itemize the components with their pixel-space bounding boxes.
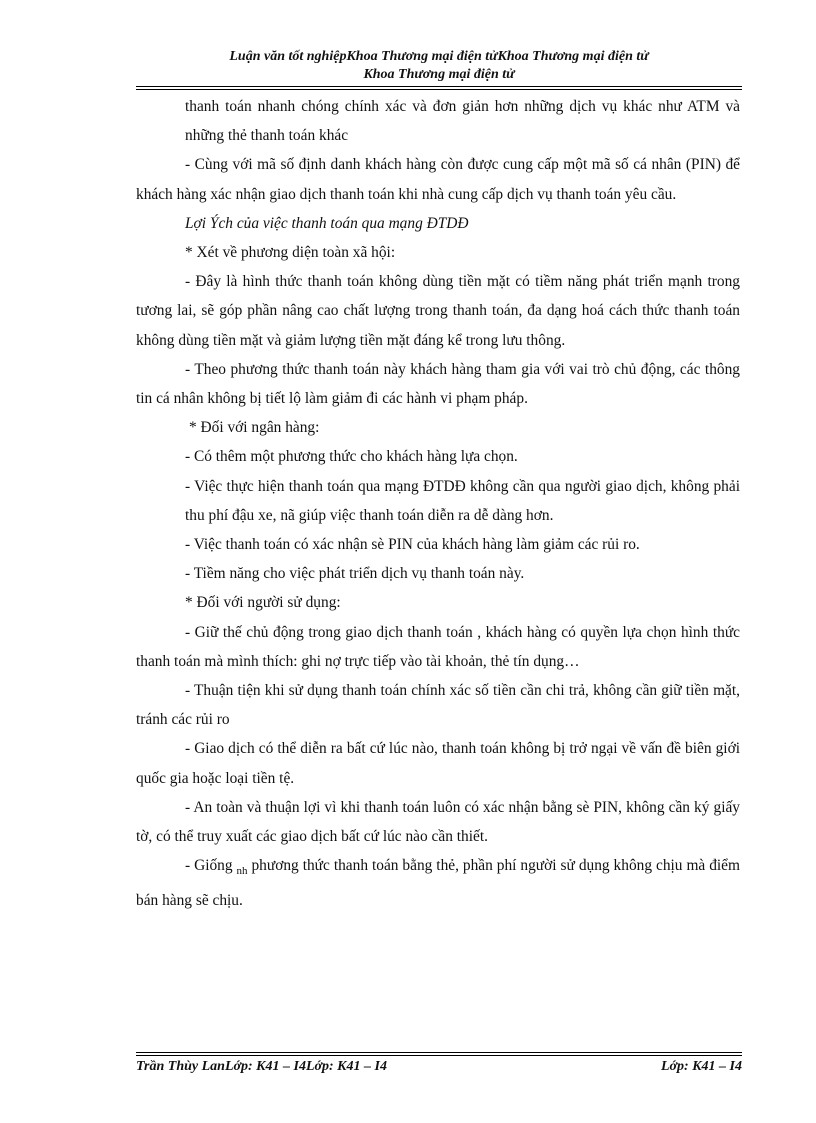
header-line-2: Khoa Thương mại điện tử (363, 67, 515, 82)
paragraph: - Việc thanh toán có xác nhận sè PIN của khách hàng làm giảm các rủi ro. (185, 536, 640, 554)
section-heading: Lợi Ých của việc thanh toán qua mạng ĐTDĐ (185, 214, 469, 232)
paragraph: thanh toán nhanh chóng chính xác và đơn giản hơn những dịch vụ khác như ATM và những thẻ thanh toán khác (185, 98, 740, 145)
footer-right: Lớp: K41 – I4 (660, 1059, 742, 1074)
paragraph: * Đối với người sử dụng: (185, 594, 341, 612)
paragraph: - Theo phương thức thanh toán này khách hàng tham gia với vai trò chủ động, các thông tin cá nhân không bị tiết lộ làm giảm đi các hành vi phạm pháp. (136, 360, 740, 408)
paragraph-rest: phương thức thanh toán bằng thẻ, phần phí người sử dụng không chịu mà điểm bán hàng sẽ chịu. (136, 857, 740, 910)
paragraph-start: - Giống (185, 857, 237, 875)
page-footer (136, 1058, 742, 1076)
footer-rule (136, 1052, 742, 1056)
body-text (136, 92, 740, 916)
footer-left: Trần Thùy LanLớp: K41 – I4Lớp: K41 – I4 (136, 1059, 387, 1074)
paragraph: - Có thêm một phương thức cho khách hàng lựa chọn. (185, 448, 518, 466)
paragraph: - Thuận tiện khi sử dụng thanh toán chính xác số tiền cần chi trả, không cần giữ tiền mặt, tránh các rủi ro (136, 682, 740, 729)
header-rule (136, 86, 742, 90)
paragraph: - Giữ thế chủ động trong giao dịch thanh toán , khách hàng có quyền lựa chọn hình thức thanh toán mà mình thích: ghi nợ trực tiếp vào tài khoản, thẻ tín dụng… (136, 623, 740, 670)
page-header (136, 48, 742, 84)
paragraph: * Đối với ngân hàng: (189, 419, 320, 437)
paragraph: * Xét về phương diện toàn xã hội: (185, 244, 396, 262)
paragraph: - Cùng với mã số định danh khách hàng còn được cung cấp một mã số cá nhân (PIN) để khách hàng xác nhận giao dịch thanh toán khi nhà cung cấp dịch vụ thanh toán yêu cầu. (136, 156, 740, 203)
subscript-text: nh (236, 865, 248, 878)
paragraph: - Đây là hình thức thanh toán không dùng tiền mặt có tiềm năng phát triển mạnh trong tương lai, sẽ góp phần nâng cao chất lượng trong thanh toán, đa dạng hoá cách thức thanh toán không dùng tiền mặt và giảm lượng tiền mặt đáng kể trong lưu thông. (136, 273, 740, 349)
paragraph: - Việc thực hiện thanh toán qua mạng ĐTDĐ không cần qua người giao dịch, không phải thu phí đậu xe, nã giúp việc thanh toán diễn ra dễ dàng hơn. (185, 477, 740, 524)
paragraph: - Giao dịch có thể diễn ra bất cứ lúc nào, thanh toán không bị trở ngại về vấn đề biên giới quốc gia hoặc loại tiền tệ. (136, 740, 740, 787)
header-line-1: Luận văn tốt nghiệpKhoa Thương mại điện tửKhoa Thương mại điện tử (229, 49, 649, 64)
paragraph: - Tiềm năng cho việc phát triển dịch vụ thanh toán này. (185, 565, 525, 583)
paragraph (136, 851, 740, 915)
paragraph: - An toàn và thuận lợi vì khi thanh toán luôn có xác nhận bằng sè PIN, không cần ký giấy tờ, có thể truy xuất các giao dịch bất cứ lúc nào cần thiết. (136, 798, 740, 846)
